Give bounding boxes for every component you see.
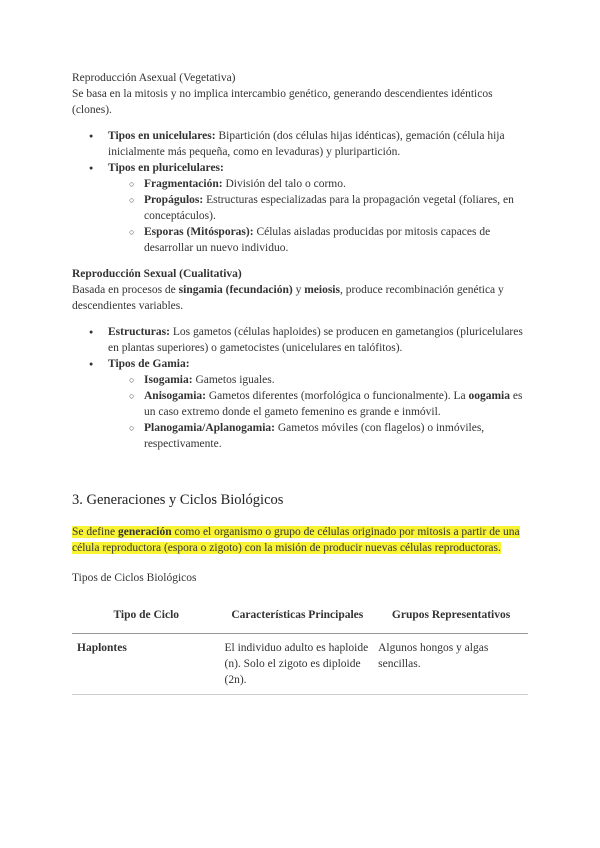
table-caption: Tipos de Ciclos Biológicos xyxy=(72,572,197,584)
cycles-table xyxy=(72,600,528,695)
list-item: ● Tipos en pluricelulares: ○ Fragmentación: División del talo o cormo. ○ Propágulos: Estructuras especializadas para la propagación vegetal (foliares, en conceptáculos). ○ Esporas (Mitósporas): Células aisladas producidas por mitosis capaces de desarrollar un nuevo individuo. xyxy=(108,160,530,256)
column-header: Tipo de Ciclo xyxy=(72,600,221,634)
asexual-title: Reproducción Asexual (Vegetativa) xyxy=(72,72,236,84)
column-header: Características Principales xyxy=(221,600,375,634)
table-cell: El individuo adulto es haploide (n). Solo el zigoto es diploide (2n). xyxy=(221,634,375,695)
asexual-intro: Se basa en la mitosis y no implica intercambio genético, generando descendientes idénticos (clones). xyxy=(72,88,493,116)
list-item: ● Estructuras: Los gametos (células haploides) se producen en gametangios (pluricelulares en plantas superiores) o gametocistes (unicelulares en talófitos). xyxy=(108,324,530,356)
list-item: ● Tipos en unicelulares: Bipartición (dos células hijas idénticas), gemación (célula hija inicialmente más pequeña, como en levaduras) y pluripartición. xyxy=(108,128,530,160)
sexual-list xyxy=(72,324,530,452)
column-header: Grupos Representativos xyxy=(374,600,528,634)
section-heading: 3. Generaciones y Ciclos Biológicos xyxy=(72,492,284,508)
table-header-row xyxy=(72,600,528,634)
table-cell: Algunos hongos y algas sencillas. xyxy=(374,634,528,695)
list-item: ● Tipos de Gamia: ○ Isogamia: Gametos iguales. ○ Anisogamia: Gametos diferentes (morfológica o funcionalmente). La oogamia es un caso extremo donde el gameto femenino es grande e inmóvil. ○ Planogamia/Aplanogamia: Gametos móviles (con flagelos) o inmóviles, respectivamente. xyxy=(108,356,530,452)
table-row xyxy=(72,634,528,695)
document-content xyxy=(72,70,530,695)
list-item: ○ Esporas (Mitósporas): Células aisladas producidas por mitosis capaces de desarrollar un nuevo individuo. xyxy=(144,224,530,256)
list-item: ○ Propágulos: Estructuras especializadas para la propagación vegetal (foliares, en conceptáculos). xyxy=(144,192,530,224)
highlighted-definition: Se define generación como el organismo o grupo de células originado por mitosis a partir de una célula reproductora (espora o zigoto) con la misión de producir nuevas células reproductoras. xyxy=(72,526,520,554)
table-cell: Haplontes xyxy=(72,634,221,695)
sexual-title: Reproducción Sexual (Cualitativa) xyxy=(72,268,242,280)
list-item: ○ Fragmentación: División del talo o cormo. xyxy=(144,176,530,192)
asexual-sublist xyxy=(108,176,530,256)
list-item: ○ Planogamia/Aplanogamia: Gametos móviles (con flagelos) o inmóviles, respectivamente. xyxy=(144,420,530,452)
sexual-intro: Basada en procesos de singamia (fecundación) y meiosis, produce recombinación genética y descendientes variables. xyxy=(72,284,504,312)
list-item: ○ Anisogamia: Gametos diferentes (morfológica o funcionalmente). La oogamia es un caso extremo donde el gameto femenino es grande e inmóvil. xyxy=(144,388,530,420)
asexual-list xyxy=(72,128,530,256)
list-item: ○ Isogamia: Gametos iguales. xyxy=(144,372,530,388)
sexual-sublist xyxy=(108,372,530,452)
